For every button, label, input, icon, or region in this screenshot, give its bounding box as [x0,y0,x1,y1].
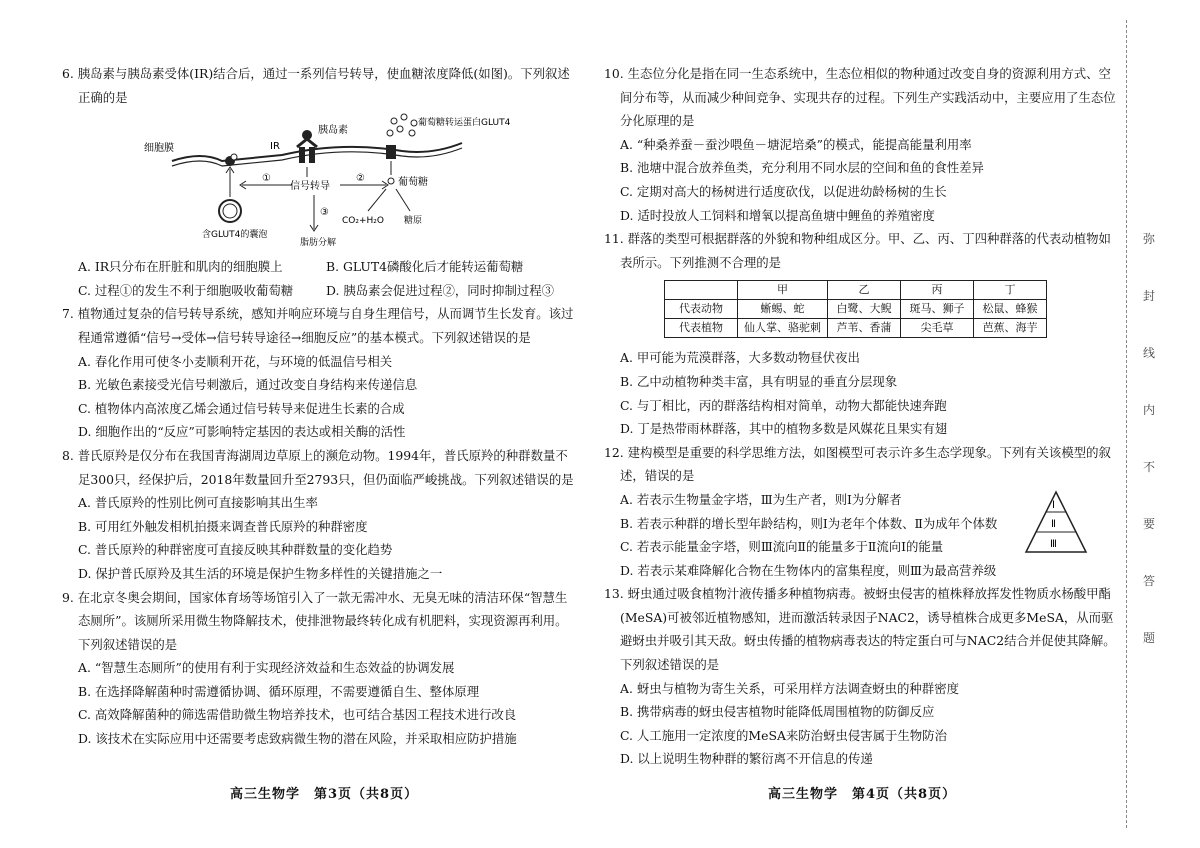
q12-option-a: A. 若表示生物量金字塔，Ⅲ为生产者，则Ⅰ为分解者 [620,491,902,507]
q8-option-a: A. 普氏原羚的性别比例可直接影响其出生率 [78,495,318,511]
table-cell [665,281,738,300]
insulin-signaling-figure [62,111,574,253]
label-insulin: 胰岛素 [318,125,348,137]
binding-line [1126,20,1127,828]
page-footer-right: 高三生物学 第4页（共8页） [768,787,957,802]
table-cell: 斑马、狮子 [901,300,974,319]
seal-line-notice [1138,230,1160,646]
q6-option-d: D. 胰岛素会促进过程②，同时抑制过程③ [326,282,555,298]
table-cell: 仙人掌、骆驼刺 [738,319,828,338]
glucose-dots-icon [387,114,417,136]
q13-option-c: C. 人工施用一定浓度的MeSA来防治蚜虫侵害属于生物防治 [620,727,947,743]
table-row [665,319,1047,338]
table-cell: 松鼠、蜂猴 [974,300,1047,319]
q9-option-a: A. “智慧生态厕所”的使用有利于实现经济效益和生态效益的协调发展 [78,660,455,676]
label-glut4-transport: 葡萄糖转运蛋白GLUT4 [418,118,511,129]
q13-stem: 13. 蚜虫通过吸食植物汁液传播多种植物病毒。被蚜虫侵害的植株释放挥发性物质水杨酸甲酯(MeSA)可被邻近植物感知，进而激活转录因子NAC2，诱导植株合成更多MeSA，从而驱避蚜虫并吸引其天敌。蚜虫传播的植物病毒表达的特定蛋白可与NAC2结合并促使其降解。下列叙述错误的是 [604,586,1116,673]
seal-char: 弥 [1142,232,1155,246]
q8-option-b: B. 可用红外触发相机拍摄来调查普氏原羚的种群密度 [78,518,368,534]
q8-option-d: D. 保护普氏原羚及其生活的环境是保护生物多样性的关键措施之一 [78,565,443,581]
table-cell: 甲 [738,281,828,300]
q10-option-a: A. “种桑养蚕－蚕沙喂鱼－塘泥培桑”的模式，能提高能量利用率 [620,136,972,152]
q6-option-a: A. IR只分布在肝脏和肌肉的细胞膜上 [78,259,283,275]
ir-receptor-icon [297,130,317,163]
q10-option-d: D. 适时投放人工饲料和增氧以提高鱼塘中鲤鱼的养殖密度 [620,207,935,223]
q6-options-row2 [62,279,574,303]
q7-option-c: C. 植物体内高浓度乙烯会通过信号转导来促进生长素的合成 [78,400,405,416]
label-n3: ③ [320,207,329,219]
table-cell: 蜥蜴、蛇 [738,300,828,319]
pyramid-level-2: Ⅱ [1051,518,1056,530]
seal-char: 不 [1142,460,1155,474]
label-ir: IR [270,141,280,153]
seal-char: 线 [1142,346,1155,360]
community-table [664,280,1047,338]
q9-option-c: C. 高效降解菌种的筛选需借助微生物培养技术，也可结合基因工程技术进行改良 [78,707,517,723]
table-cell: 白鹭、大鲵 [828,300,901,319]
table-row [665,300,1047,319]
q11-option-a: A. 甲可能为荒漠群落，大多数动物昼伏夜出 [620,350,860,366]
q6-option-c: C. 过程①的发生不利于细胞吸收葡萄糖 [78,282,294,298]
label-glucose: 葡萄糖 [398,177,428,189]
glut4-right-icon [386,145,396,159]
label-glycogen: 糖原 [404,216,423,227]
left-page [62,62,574,751]
q11-option-b: B. 乙中动植物种类丰富，具有明显的垂直分层现象 [620,373,898,389]
q6-options-row1 [62,255,574,279]
table-cell: 代表动物 [665,300,738,319]
seal-char: 题 [1142,631,1155,645]
q13-option-b: B. 携带病毒的蚜虫侵害植物时能降低周围植物的防御反应 [620,704,935,720]
table-cell: 乙 [828,281,901,300]
seal-char: 答 [1142,574,1155,588]
label-signal: 信号转导 [290,181,330,193]
q11-option-c: C. 与丁相比，丙的群落结构相对简单，动物大都能快速奔跑 [620,397,947,413]
label-vesicle: 含GLUT4的囊泡 [202,230,268,241]
q11-stem: 11. 群落的类型可根据群落的外貌和物种组成区分。甲、乙、丙、丁四种群落的代表动植物如表所示。下列推测不合理的是 [604,231,1111,270]
q12-option-d: D. 若表示某难降解化合物在生物体内的富集程度，则Ⅲ为最高营养级 [620,562,997,578]
q6-option-b: B. GLUT4磷酸化后才能转运葡萄糖 [326,259,524,275]
q12-stem: 12. 建构模型是重要的科学思维方法，如图模型可表示许多生态学现象。下列有关该模型的叙述，错误的是 [604,444,1111,484]
seal-char: 要 [1142,517,1155,531]
vesicle-icon [219,200,241,222]
table-cell: 尖毛草 [901,319,974,338]
pyramid-model-icon [1024,490,1088,554]
q12-option-c: C. 若表示能量金字塔，则Ⅲ流向Ⅱ的能量多于Ⅱ流向Ⅰ的能量 [620,539,944,555]
q10-stem: 10. 生态位分化是指在同一生态系统中，生态位相似的物种通过改变自身的资源利用方式、空间分布等，从而减少种间竞争、实现共存的过程。下列生产实践活动中，主要应用了生态位分化原理的是 [604,66,1116,129]
label-fat: 脂肪分解 [300,238,337,249]
q13-option-a: A. 蚜虫与植物为寄生关系，可采用样方法调查蚜虫的种群密度 [620,680,959,696]
seal-char: 封 [1142,289,1155,303]
q9-stem: 9. 在北京冬奥会期间，国家体育场等场馆引入了一款无需冲水、无臭无味的清洁环保“智慧生态厕所”。该厕所采用微生物降解技术，使排泄物最终转化成有机肥料，实现资源再利用。下列叙述错误的是 [62,589,568,652]
q7-option-d: D. 细胞作出的“反应”可影响特定基因的表达或相关酶的活性 [78,424,406,440]
q8-option-c: C. 普氏原羚的种群密度可直接反映其种群数量的变化趋势 [78,542,393,558]
table-cell: 丁 [974,281,1047,300]
right-page [604,62,1118,771]
table-cell: 芭蕉、海芋 [974,319,1047,338]
q7-option-b: B. 光敏色素接受光信号刺激后，通过改变自身结构来传递信息 [78,377,418,393]
q7-stem: 7. 植物通过复杂的信号转导系统，感知并响应环境与自身生理信号，从而调节生长发育。该过程通常遵循“信号→受体→信号转导途径→细胞反应”的基本模式。下列叙述错误的是 [62,306,574,345]
seal-char: 内 [1142,403,1155,417]
q9-option-d: D. 该技术在实际应用中还需要考虑致病微生物的潜在风险，并采取相应防护措施 [78,731,517,747]
pyramid-level-1: Ⅰ [1052,499,1055,511]
table-cell: 芦苇、香蒲 [828,319,901,338]
label-n2: ② [356,173,365,185]
table-cell: 丙 [901,281,974,300]
label-co2: CO₂+H₂O [342,216,384,227]
q10-option-c: C. 定期对高大的杨树进行适度砍伐，以促进幼龄杨树的生长 [620,183,947,199]
label-n1: ① [262,173,271,185]
table-header-row [665,281,1047,300]
q12-options [604,488,1118,582]
page-footer-left: 高三生物学 第3页（共8页） [230,787,419,802]
table-cell: 代表植物 [665,319,738,338]
q8-stem: 8. 普氏原羚是仅分布在我国青海湖周边草原上的濒危动物。1994年，普氏原羚的种群数量不足300只，经保护后，2018年数量回升至2793只，但仍面临严峻挑战。下列叙述错误的是 [62,447,574,487]
q9-option-b: B. 在选择降解菌种时需遵循协调、循环原理，不需要遵循自生、整体原理 [78,683,480,699]
q11-option-d: D. 丁是热带雨林群落，其中的植物多数是风媒花且果实有翅 [620,421,948,437]
q10-option-b: B. 池塘中混合放养鱼类，充分利用不同水层的空间和鱼的食性差异 [620,160,984,176]
q12-option-b: B. 若表示种群的增长型年龄结构，则Ⅰ为老年个体数、Ⅱ为成年个体数 [620,515,998,531]
pyramid-level-3: Ⅲ [1050,538,1057,550]
label-cell-membrane: 细胞膜 [144,143,174,155]
q13-option-d: D. 以上说明生物种群的繁衍离不开信息的传递 [620,751,873,767]
q6-stem: 6. 胰岛素与胰岛素受体(IR)结合后，通过一系列信号转导，使血糖浓度降低(如图)。下列叙述正确的是 [62,66,570,105]
q7-option-a: A. 春化作用可使冬小麦顺利开花，与环境的低温信号相关 [78,353,393,369]
